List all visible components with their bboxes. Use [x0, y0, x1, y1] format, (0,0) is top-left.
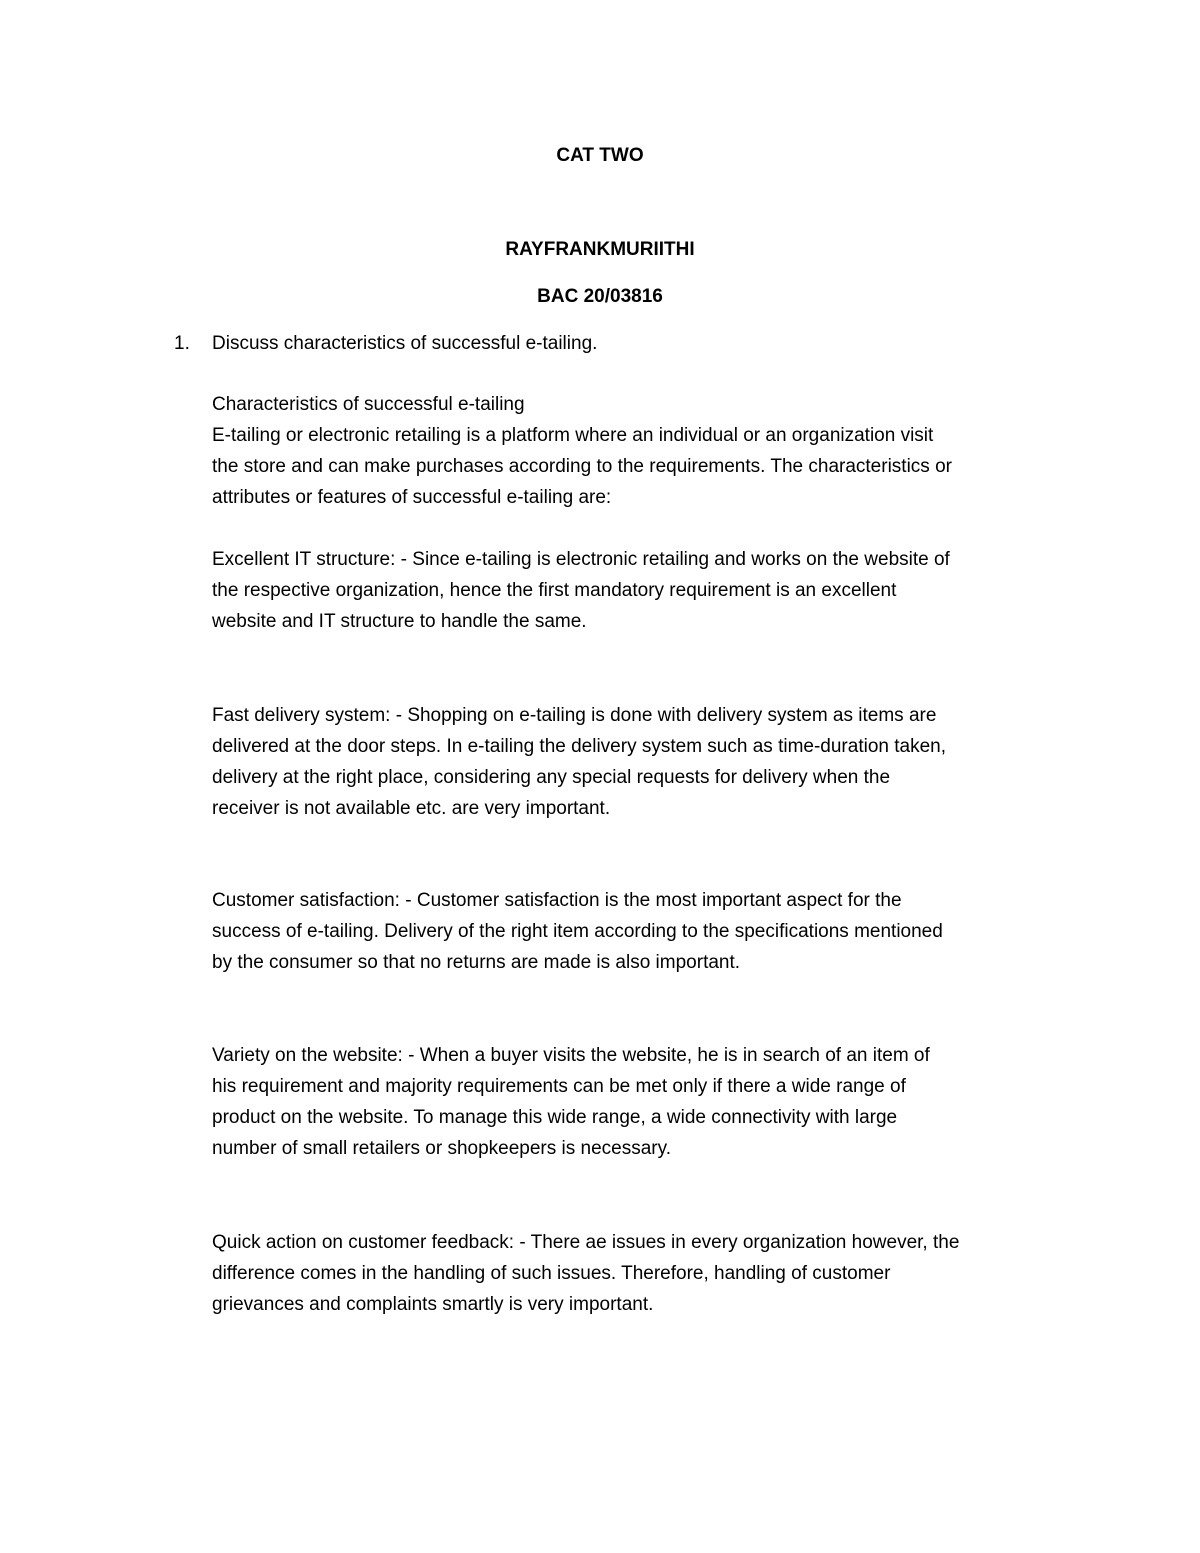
- paragraph-line: by the consumer so that no returns are made is also important.: [212, 952, 741, 973]
- paragraph-line: the respective organization, hence the first mandatory requirement is an excellent: [212, 580, 897, 601]
- paragraph-line: receiver is not available etc. are very important.: [212, 798, 611, 819]
- section-quick-action-feedback: [212, 1227, 1082, 1320]
- paragraph-line: the store and can make purchases according to the requirements. The characteristics or: [212, 456, 952, 477]
- paragraph-line: grievances and complaints smartly is very important.: [212, 1294, 654, 1315]
- section-fast-delivery-system: [212, 700, 1082, 824]
- paragraph-line: delivery at the right place, considering any special requests for delivery when the: [212, 767, 891, 788]
- section-excellent-it-structure: [212, 544, 1082, 637]
- section-variety-on-website: [212, 1040, 1082, 1164]
- paragraph-line: success of e-tailing. Delivery of the right item according to the specifications mentioned: [212, 921, 943, 942]
- question-number: 1.: [174, 333, 190, 354]
- paragraph-line: Variety on the website: - When a buyer visits the website, he is in search of an item of: [212, 1045, 930, 1066]
- paragraph-line: website and IT structure to handle the same.: [212, 611, 587, 632]
- paragraph-line: his requirement and majority requirements can be met only if there a wide range of: [212, 1076, 906, 1097]
- intro-heading: Characteristics of successful e-tailing: [212, 394, 525, 415]
- registration-number: BAC 20/03816: [537, 286, 663, 307]
- intro-paragraph: [212, 389, 1082, 513]
- section-customer-satisfaction: [212, 885, 1082, 978]
- paragraph-line: number of small retailers or shopkeepers is necessary.: [212, 1138, 672, 1159]
- student-name: RAYFRANKMURIITHI: [505, 239, 695, 260]
- paragraph-line: product on the website. To manage this wide range, a wide connectivity with large: [212, 1107, 898, 1128]
- question-text: Discuss characteristics of successful e-tailing.: [212, 333, 598, 354]
- paragraph-line: Quick action on customer feedback: - There ae issues in every organization however, the: [212, 1232, 960, 1253]
- paragraph-line: attributes or features of successful e-tailing are:: [212, 487, 612, 508]
- paragraph-line: Fast delivery system: - Shopping on e-tailing is done with delivery system as items are: [212, 705, 937, 726]
- document-title: CAT TWO: [556, 145, 644, 166]
- paragraph-line: Customer satisfaction: - Customer satisfaction is the most important aspect for the: [212, 890, 902, 911]
- paragraph-line: difference comes in the handling of such issues. Therefore, handling of customer: [212, 1263, 891, 1284]
- paragraph-line: E-tailing or electronic retailing is a platform where an individual or an organization visit: [212, 425, 934, 446]
- paragraph-line: delivered at the door steps. In e-tailing the delivery system such as time-duration taken,: [212, 736, 946, 757]
- paragraph-line: Excellent IT structure: - Since e-tailing is electronic retailing and works on the website of: [212, 549, 950, 570]
